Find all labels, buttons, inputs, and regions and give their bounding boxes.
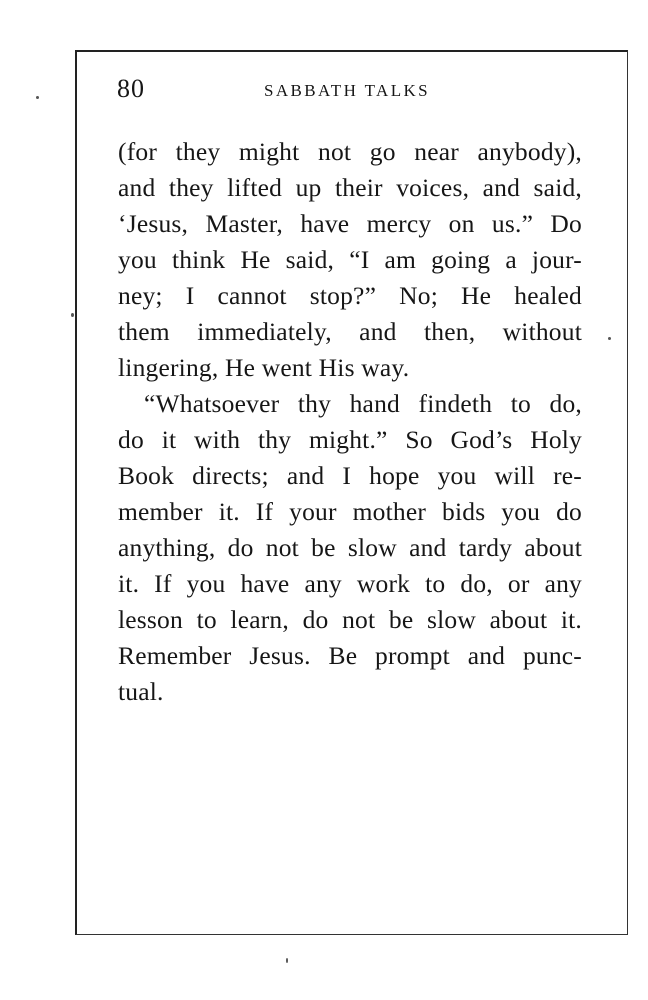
print-speck (36, 96, 39, 99)
text-line: Book directs; and I hope you will re- (118, 461, 582, 490)
paragraph-1 (118, 134, 582, 386)
text-line: and they lifted up their voices, and said, (118, 173, 582, 202)
text-line: lesson to learn, do not be slow about it. (118, 605, 582, 634)
text-line: you think He said, “I am going a jour- (118, 245, 582, 274)
text-line: Remember Jesus. Be prompt and punc- (118, 641, 582, 670)
text-line: (for they might not go near anybody), (118, 137, 582, 166)
text-line: ‘Jesus, Master, have mercy on us.” Do (118, 209, 582, 238)
print-speck (286, 958, 288, 963)
print-speck (608, 337, 611, 340)
text-line (118, 710, 582, 746)
running-title: SABBATH TALKS (264, 81, 431, 100)
text-line: anything, do not be slow and tardy about (118, 533, 582, 562)
text-line: tual. (118, 677, 164, 706)
text-line: it. If you have any work to do, or any (118, 569, 582, 598)
text-line: member it. If your mother bids you do (118, 497, 582, 526)
page-header (117, 74, 591, 108)
text-line: “Whatsoever thy hand findeth to do, (144, 389, 582, 418)
text-line: do it with thy might.” So God’s Holy (118, 425, 582, 454)
text-line: them immediately, and then, without (118, 317, 582, 346)
print-speck (71, 313, 74, 317)
text-line: lingering, He went His way. (118, 353, 410, 382)
body-text (118, 134, 582, 746)
paragraph-2 (118, 386, 582, 746)
text-line: ney; I cannot stop?” No; He healed (118, 281, 582, 310)
page-number: 80 (117, 74, 145, 103)
